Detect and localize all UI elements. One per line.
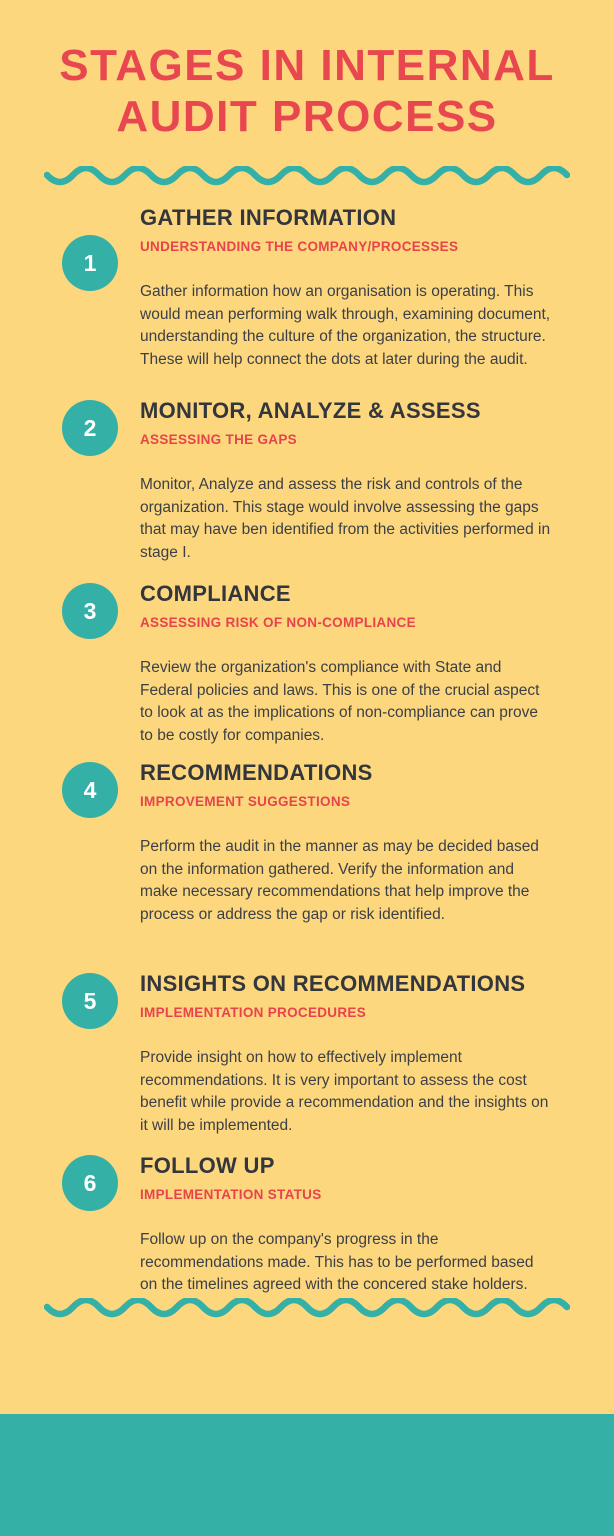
stage-content	[140, 971, 562, 1137]
stage-insights-on-recommendations	[62, 971, 562, 1137]
stage-number-badge	[62, 762, 118, 818]
stage-number: 6	[83, 1169, 97, 1196]
stage-monitor-analyze-assess	[62, 398, 562, 564]
stage-content	[140, 205, 562, 371]
stage-follow-up	[62, 1153, 562, 1297]
stage-body: Perform the audit in the manner as may be decided based on the information gathered. Verify the information and make necessary recommendations that help improve the process or address the gap or risk identified.	[140, 838, 539, 923]
stage-content	[140, 398, 562, 564]
stage-gather-information	[62, 205, 562, 371]
stage-content	[140, 581, 562, 747]
stage-subheading: IMPLEMENTATION PROCEDURES	[140, 1005, 367, 1020]
stage-subheading: ASSESSING RISK OF NON-COMPLIANCE	[140, 615, 416, 630]
wave-divider-bottom	[44, 1298, 570, 1324]
stage-subheading: IMPROVEMENT SUGGESTIONS	[140, 794, 351, 809]
stage-number: 2	[83, 414, 97, 441]
stage-subheading: UNDERSTANDING THE COMPANY/PROCESSES	[140, 239, 459, 254]
wave-divider-top	[44, 166, 570, 192]
stage-body: Monitor, Analyze and assess the risk and controls of the organization. This stage would involve assessing the gaps that may have ben identified from the activities performed in stage I.	[140, 476, 551, 561]
stage-heading: INSIGHTS ON RECOMMENDATIONS	[140, 971, 526, 996]
stage-recommendations	[62, 760, 562, 926]
stage-subheading: IMPLEMENTATION STATUS	[140, 1187, 322, 1202]
stage-body: Provide insight on how to effectively implement recommendations. It is very important to assess the cost benefit while provide a recommendation and the insights on it will be implemented.	[140, 1049, 549, 1134]
stage-number: 4	[83, 776, 97, 803]
page-title: STAGES IN INTERNAL AUDIT PROCESS	[59, 41, 555, 141]
stage-number: 1	[83, 249, 97, 276]
stage-body: Gather information how an organisation is operating. This would mean performing walk through, examining document, understanding the culture of the organization, the structure. These will help connect the dots at later during the audit.	[140, 283, 551, 368]
stage-heading: GATHER INFORMATION	[140, 205, 397, 230]
stage-number-badge	[62, 400, 118, 456]
stage-compliance	[62, 581, 562, 747]
stage-content	[140, 760, 562, 926]
stage-heading: RECOMMENDATIONS	[140, 760, 373, 785]
stage-heading: FOLLOW UP	[140, 1153, 275, 1178]
stage-content	[140, 1153, 562, 1297]
stage-number: 5	[83, 987, 97, 1014]
stage-number-badge	[62, 973, 118, 1029]
stage-number-badge	[62, 583, 118, 639]
stage-subheading: ASSESSING THE GAPS	[140, 432, 297, 447]
stage-number: 3	[83, 597, 97, 624]
stage-number-badge	[62, 235, 118, 291]
stage-number-badge	[62, 1155, 118, 1211]
stage-body: Follow up on the company's progress in the recommendations made. This has to be performed based on the timelines agreed with the concered stake holders.	[140, 1231, 534, 1293]
footer-bar	[0, 1414, 614, 1536]
stage-body: Review the organization's compliance with State and Federal policies and laws. This is one of the crucial aspect to look at as the implications of non-compliance can prove to be costly for companies.	[140, 659, 540, 744]
stage-heading: COMPLIANCE	[140, 581, 291, 606]
stage-heading: MONITOR, ANALYZE & ASSESS	[140, 398, 481, 423]
